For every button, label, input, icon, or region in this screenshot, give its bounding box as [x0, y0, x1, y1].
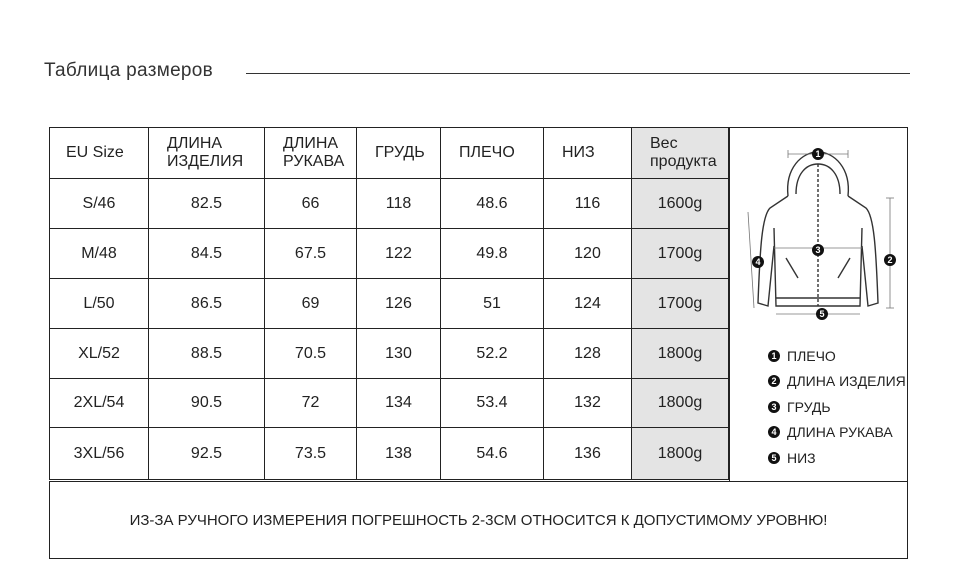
hoodie-diagram-icon	[730, 128, 907, 328]
cell-hem: 116	[544, 179, 632, 229]
header-eu-size: EU Size	[50, 128, 149, 179]
page-title: Таблица размеров	[44, 60, 214, 81]
cell-weight: 1700g	[632, 279, 729, 329]
header-chest: ГРУДЬ	[357, 128, 441, 179]
cell-hem: 124	[544, 279, 632, 329]
legend-label: ГРУДЬ	[787, 398, 831, 415]
cell-shoulder: 54.6	[441, 428, 544, 480]
cell-length: 84.5	[149, 229, 265, 279]
header-shoulder: ПЛЕЧО	[441, 128, 544, 179]
cell-chest: 138	[357, 428, 441, 480]
cell-size: 2XL/54	[50, 379, 149, 428]
cell-weight: 1700g	[632, 229, 729, 279]
cell-length: 90.5	[149, 379, 265, 428]
cell-sleeve: 72	[265, 379, 357, 428]
cell-size: 3XL/56	[50, 428, 149, 480]
cell-weight: 1800g	[632, 379, 729, 428]
legend-item	[768, 343, 906, 369]
cell-length: 92.5	[149, 428, 265, 480]
cell-sleeve: 69	[265, 279, 357, 329]
cell-size: S/46	[50, 179, 149, 229]
cell-size: L/50	[50, 279, 149, 329]
footnote-box	[49, 481, 908, 559]
legend-label: ДЛИНА РУКАВА	[787, 424, 893, 441]
cell-shoulder: 51	[441, 279, 544, 329]
measurement-legend	[768, 343, 906, 471]
cell-sleeve: 66	[265, 179, 357, 229]
cell-shoulder: 52.2	[441, 329, 544, 379]
header-sleeve: ДЛИНА РУКАВА	[265, 128, 357, 179]
cell-weight: 1800g	[632, 428, 729, 480]
cell-length: 86.5	[149, 279, 265, 329]
cell-hem: 120	[544, 229, 632, 279]
legend-item	[768, 445, 906, 471]
legend-item	[768, 369, 906, 395]
table-row	[50, 229, 729, 279]
legend-number-icon: 5	[768, 452, 780, 464]
header-hem: НИЗ	[544, 128, 632, 179]
legend-number-icon: 1	[768, 350, 780, 362]
table-row	[50, 329, 729, 379]
legend-item	[768, 394, 906, 420]
table-row	[50, 379, 729, 428]
table-row	[50, 179, 729, 229]
size-table	[49, 127, 729, 480]
measurement-tolerance-note: ИЗ-ЗА РУЧНОГО ИЗМЕРЕНИЯ ПОГРЕШНОСТЬ 2-3СМ ОТНОСИТСЯ К ДОПУСТИМОМУ УРОВНЮ!	[129, 511, 828, 529]
marker-5: 5	[819, 309, 825, 319]
cell-sleeve: 73.5	[265, 428, 357, 480]
legend-label: ПЛЕЧО	[787, 347, 836, 364]
header-weight: Вес продукта	[632, 128, 729, 179]
cell-sleeve: 70.5	[265, 329, 357, 379]
cell-chest: 126	[357, 279, 441, 329]
legend-label: ДЛИНА ИЗДЕЛИЯ	[787, 373, 906, 390]
legend-label: НИЗ	[787, 449, 816, 466]
legend-number-icon: 2	[768, 375, 780, 387]
cell-chest: 122	[357, 229, 441, 279]
cell-size: M/48	[50, 229, 149, 279]
cell-shoulder: 48.6	[441, 179, 544, 229]
legend-item	[768, 420, 906, 446]
cell-chest: 134	[357, 379, 441, 428]
marker-4: 4	[755, 257, 761, 267]
cell-sleeve: 67.5	[265, 229, 357, 279]
title-divider	[246, 73, 910, 74]
header-length: ДЛИНА ИЗДЕЛИЯ	[149, 128, 265, 179]
cell-hem: 132	[544, 379, 632, 428]
cell-length: 82.5	[149, 179, 265, 229]
cell-shoulder: 49.8	[441, 229, 544, 279]
cell-weight: 1800g	[632, 329, 729, 379]
cell-weight: 1600g	[632, 179, 729, 229]
table-row	[50, 279, 729, 329]
table-header-row	[50, 128, 729, 179]
marker-2: 2	[887, 255, 893, 265]
cell-chest: 130	[357, 329, 441, 379]
cell-size: XL/52	[50, 329, 149, 379]
legend-number-icon: 3	[768, 401, 780, 413]
cell-chest: 118	[357, 179, 441, 229]
marker-3: 3	[815, 245, 821, 255]
cell-shoulder: 53.4	[441, 379, 544, 428]
table-row	[50, 428, 729, 480]
cell-length: 88.5	[149, 329, 265, 379]
cell-hem: 128	[544, 329, 632, 379]
legend-number-icon: 4	[768, 426, 780, 438]
cell-hem: 136	[544, 428, 632, 480]
marker-1: 1	[815, 149, 821, 159]
